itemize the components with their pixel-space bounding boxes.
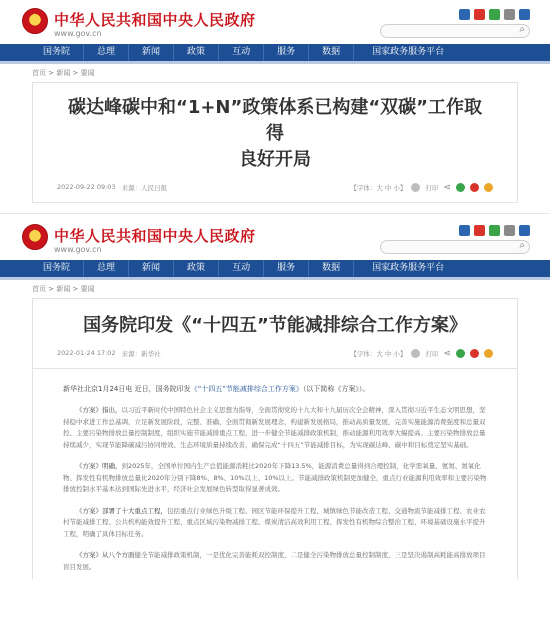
article-box [32,82,518,203]
gov-emblem-icon[interactable] [22,224,48,250]
article-screenshot-2 [0,216,550,624]
article-paragraph [33,457,517,502]
article-box [32,298,518,579]
paragraph-text: 到2025年，全国单位国内生产总值能源消耗比2020年下降13.5%，能源消费总量得到合理控制，化学需氧量、氨氮、氮氧化物、挥发性有机物排放总量比2020年分别下降8%、8%、10%以上、10%以上。节能减排政策机制更加健全，重点行业能源利用效率和主要污染物排放控制水平基本达到国际先进水平，经济社会发展绿色转型取得显著成效。 [63,462,487,493]
article-title: 国务院印发《“十四五”节能减排综合工作方案》 [83,315,467,336]
mobile-icon[interactable] [504,225,515,236]
lead-suffix: （以下简称《方案》）。 [302,385,370,393]
weibo-share-icon[interactable] [470,349,479,358]
paragraph-text: 健全节能减排政策机制，一是优化完善能耗双控制度，二是健全污染物排放总量控制制度，三是坚决遏制高耗能高排放项目盲目发展。 [63,551,486,571]
nav-item-state-council[interactable]: 国务院 [30,44,84,61]
article-title-line-2: 良好开局 [239,149,311,170]
main-nav [0,260,550,277]
header-icons [459,9,530,20]
weibo-icon[interactable] [474,9,485,20]
nav-item-service-platform[interactable]: 国家政务服务平台 [372,263,445,273]
article-title [33,83,517,173]
nav-item-policy[interactable]: 政策 [174,260,219,277]
gov-emblem-icon[interactable] [22,8,48,34]
share-icon[interactable]: ⋖ [443,182,451,193]
lead-prefix: 新华社北京1月24日电 近日，国务院印发 [63,385,191,393]
article-source: 来源：人民日报 [121,184,168,192]
share-icon[interactable]: ⋖ [443,348,451,359]
nav-item-service[interactable]: 服务 [264,260,309,277]
search-icon[interactable]: ⌕ [519,24,525,35]
breadcrumb[interactable]: 首页 > 新闻 > 要闻 [32,69,95,77]
wechat-icon[interactable] [489,225,500,236]
article-meta [33,173,517,203]
site-title[interactable]: 中华人民共和国中央人民政府 [54,227,256,245]
site-domain: www.gov.cn [54,29,102,38]
breadcrumb[interactable]: 首页 > 新闻 > 要闻 [32,285,95,293]
english-icon[interactable] [519,9,530,20]
nav-item-premier[interactable]: 总理 [84,44,129,61]
nav-item-interaction[interactable]: 互动 [219,44,264,61]
article-screenshot-1 [0,0,550,214]
paragraph-text: 包括重点行业绿色升级工程、园区节能环保提升工程、城镇绿色节能改造工程、交通物流节能减排工程、农业农村节能减排工程、公共机构能效提升工程、重点区域污染物减排工程、煤炭清洁高效利用工程、挥发性有机物综合整治工程、环境基础设施水平提升工程，明确了具体目标任务。 [63,506,486,538]
site-title[interactable]: 中华人民共和国中央人民政府 [54,11,256,29]
publish-date: 2022-01-24 17:02 [57,349,116,357]
article-lead [33,369,517,401]
nav-item-interaction[interactable]: 互动 [219,260,264,277]
font-size-control[interactable]: 【字体：大 中 小】 [350,184,407,192]
site-domain: www.gov.cn [54,245,102,254]
font-size-control[interactable]: 【字体：大 中 小】 [350,350,407,358]
nav-item-news[interactable]: 新闻 [129,260,174,277]
nav-item-service-platform[interactable]: 国家政务服务平台 [372,47,445,57]
app-icon[interactable] [459,9,470,20]
weibo-share-icon[interactable] [470,183,479,192]
print-label[interactable]: 打印 [425,350,439,358]
wechat-share-icon[interactable] [456,183,465,192]
nav-item-premier[interactable]: 总理 [84,260,129,277]
article-source: 来源：新华社 [121,350,161,358]
main-nav [0,44,550,61]
paragraph-label: 《方案》部署了十大重点工程， [76,506,167,515]
site-header [0,0,550,44]
header-icons [459,225,530,236]
qzone-share-icon[interactable] [484,183,493,192]
nav-item-policy[interactable]: 政策 [174,44,219,61]
nav-item-data[interactable]: 数据 [309,260,354,277]
print-icon[interactable] [411,183,420,192]
print-label[interactable]: 打印 [425,184,439,192]
article-paragraph [33,401,517,457]
weibo-icon[interactable] [474,225,485,236]
search-input[interactable] [380,240,530,254]
english-icon[interactable] [519,225,530,236]
nav-item-state-council[interactable]: 国务院 [30,260,84,277]
app-icon[interactable] [459,225,470,236]
site-header [0,216,550,260]
mobile-icon[interactable] [504,9,515,20]
nav-item-service[interactable]: 服务 [264,44,309,61]
nav-item-news[interactable]: 新闻 [129,44,174,61]
article-title-line-1: 碳达峰碳中和“1+N”政策体系已构建“双碳”工作取得 [68,97,482,144]
article-paragraph [33,546,517,579]
wechat-share-icon[interactable] [456,349,465,358]
paragraph-text: 以习近平新时代中国特色社会主义思想为指导，全面贯彻党的十九大和十九届历次全会精神，深入贯彻习近平生态文明思想，坚持稳中求进工作总基调，立足新发展阶段，完整、准确、全面贯彻新发展理念，构建新发展格局，推动高质量发展，完善实施能源消费强度和总量双控、主要污染物排放总量控制制度，组织实施节能减排重点工程，进一步健全节能减排政策机制，推动能源利用效率大幅提高、主要污染物排放总量持续减少，实现节能降碳减污协同增效、生态环境质量持续改善，确保完成“十四五”节能减排目标，为实现碳达峰、碳中和目标奠定坚实基础。 [63,406,486,449]
paragraph-label: 《方案》明确， [76,462,122,470]
print-icon[interactable] [411,349,420,358]
search-icon[interactable]: ⌕ [519,240,525,251]
plan-link[interactable]: 《“十四五”节能减排综合工作方案》 [190,385,303,393]
paragraph-label: 《方案》从八个方面 [76,551,135,559]
nav-item-data[interactable]: 数据 [309,44,354,61]
search-input[interactable] [380,24,530,38]
publish-date: 2022-09-22 09:03 [57,183,116,191]
qzone-share-icon[interactable] [484,349,493,358]
wechat-icon[interactable] [489,9,500,20]
article-paragraph [33,502,517,547]
paragraph-label: 《方案》指出， [76,406,122,414]
article-meta [33,339,517,369]
